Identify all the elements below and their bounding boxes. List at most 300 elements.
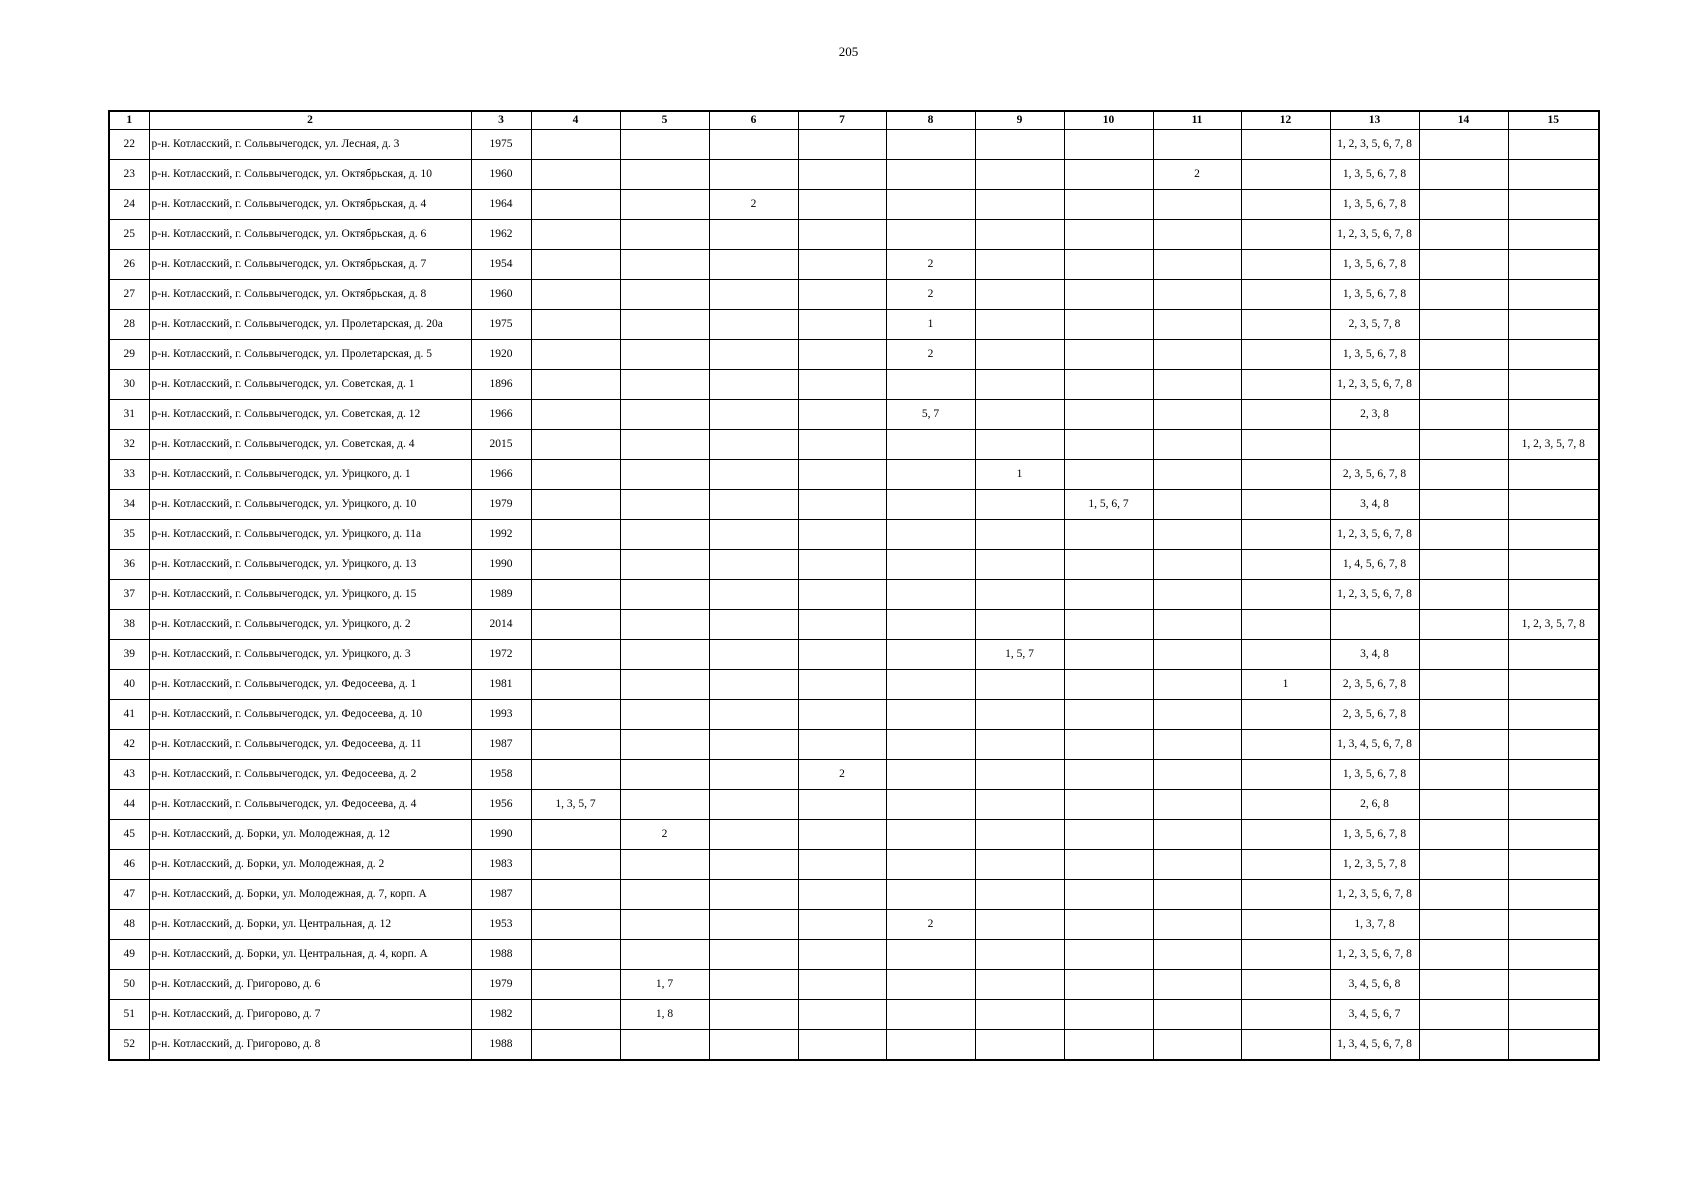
column-6-cell	[709, 790, 798, 820]
row-number-cell: 36	[109, 550, 149, 580]
column-10-cell	[1064, 880, 1153, 910]
column-12-cell: 1	[1241, 670, 1330, 700]
column-7-cell	[798, 400, 886, 430]
table-row	[109, 880, 1599, 910]
column-5-cell: 2	[620, 820, 709, 850]
column-12-cell	[1241, 370, 1330, 400]
column-15-cell	[1508, 820, 1599, 850]
column-12-cell	[1241, 220, 1330, 250]
column-10-cell	[1064, 580, 1153, 610]
column-15-cell	[1508, 970, 1599, 1000]
column-10-cell	[1064, 190, 1153, 220]
column-8-cell: 2	[886, 250, 975, 280]
column-14-cell	[1419, 790, 1508, 820]
address-cell: р-н. Котласский, д. Григорово, д. 7	[149, 1000, 471, 1030]
column-10-cell	[1064, 370, 1153, 400]
column-11-cell	[1153, 550, 1241, 580]
column-5-cell	[620, 250, 709, 280]
column-8-cell: 5, 7	[886, 400, 975, 430]
column-15-cell	[1508, 280, 1599, 310]
column-14-cell	[1419, 1000, 1508, 1030]
column-15-cell	[1508, 700, 1599, 730]
address-cell: р-н. Котласский, г. Сольвычегодск, ул. Урицкого, д. 2	[149, 610, 471, 640]
column-8-cell	[886, 490, 975, 520]
column-14-cell	[1419, 250, 1508, 280]
column-14-cell	[1419, 430, 1508, 460]
address-cell: р-н. Котласский, д. Борки, ул. Молодежная, д. 12	[149, 820, 471, 850]
column-header-15: 15	[1508, 111, 1599, 130]
housing-register-table	[108, 110, 1600, 1061]
column-12-cell	[1241, 910, 1330, 940]
address-cell: р-н. Котласский, д. Григорово, д. 8	[149, 1030, 471, 1061]
column-12-cell	[1241, 820, 1330, 850]
year-cell: 1988	[471, 1030, 531, 1061]
address-cell: р-н. Котласский, г. Сольвычегодск, ул. Федосеева, д. 4	[149, 790, 471, 820]
column-10-cell	[1064, 220, 1153, 250]
column-5-cell	[620, 910, 709, 940]
column-9-cell	[975, 670, 1064, 700]
column-9-cell	[975, 160, 1064, 190]
column-4-cell	[531, 430, 620, 460]
column-8-cell	[886, 580, 975, 610]
column-14-cell	[1419, 850, 1508, 880]
column-6-cell	[709, 1000, 798, 1030]
column-10-cell	[1064, 940, 1153, 970]
column-11-cell	[1153, 910, 1241, 940]
table-row	[109, 730, 1599, 760]
column-6-cell	[709, 130, 798, 160]
column-header-3: 3	[471, 111, 531, 130]
column-4-cell	[531, 550, 620, 580]
column-5-cell	[620, 400, 709, 430]
column-11-cell	[1153, 940, 1241, 970]
column-14-cell	[1419, 370, 1508, 400]
column-8-cell	[886, 880, 975, 910]
column-14-cell	[1419, 640, 1508, 670]
column-12-cell	[1241, 160, 1330, 190]
column-7-cell	[798, 430, 886, 460]
column-12-cell	[1241, 340, 1330, 370]
column-12-cell	[1241, 250, 1330, 280]
column-10-cell	[1064, 730, 1153, 760]
table-row	[109, 700, 1599, 730]
column-6-cell	[709, 310, 798, 340]
column-4-cell	[531, 490, 620, 520]
column-4-cell	[531, 1030, 620, 1061]
column-12-cell	[1241, 1030, 1330, 1061]
column-5-cell	[620, 730, 709, 760]
year-cell: 1960	[471, 280, 531, 310]
column-12-cell	[1241, 640, 1330, 670]
column-5-cell	[620, 580, 709, 610]
column-9-cell	[975, 700, 1064, 730]
column-4-cell	[531, 820, 620, 850]
column-header-14: 14	[1419, 111, 1508, 130]
column-6-cell	[709, 910, 798, 940]
column-4-cell	[531, 370, 620, 400]
column-14-cell	[1419, 760, 1508, 790]
row-number-cell: 34	[109, 490, 149, 520]
column-4-cell	[531, 700, 620, 730]
column-7-cell	[798, 550, 886, 580]
column-4-cell	[531, 730, 620, 760]
column-6-cell	[709, 430, 798, 460]
column-9-cell	[975, 760, 1064, 790]
column-15-cell	[1508, 220, 1599, 250]
column-9-cell	[975, 850, 1064, 880]
column-5-cell	[620, 940, 709, 970]
column-10-cell	[1064, 310, 1153, 340]
column-6-cell	[709, 220, 798, 250]
row-number-cell: 37	[109, 580, 149, 610]
table-row	[109, 1000, 1599, 1030]
column-14-cell	[1419, 700, 1508, 730]
table-row	[109, 640, 1599, 670]
column-14-cell	[1419, 160, 1508, 190]
column-14-cell	[1419, 460, 1508, 490]
column-8-cell	[886, 160, 975, 190]
column-15-cell	[1508, 160, 1599, 190]
column-6-cell	[709, 280, 798, 310]
column-15-cell	[1508, 760, 1599, 790]
table-row	[109, 190, 1599, 220]
column-5-cell	[620, 640, 709, 670]
column-13-cell: 1, 2, 3, 5, 6, 7, 8	[1330, 220, 1419, 250]
year-cell: 1989	[471, 580, 531, 610]
column-4-cell	[531, 310, 620, 340]
column-4-cell	[531, 640, 620, 670]
column-6-cell	[709, 970, 798, 1000]
column-6-cell	[709, 250, 798, 280]
column-8-cell: 2	[886, 910, 975, 940]
column-14-cell	[1419, 880, 1508, 910]
table-row	[109, 790, 1599, 820]
column-14-cell	[1419, 130, 1508, 160]
column-13-cell: 2, 3, 5, 6, 7, 8	[1330, 460, 1419, 490]
table-row	[109, 250, 1599, 280]
column-9-cell	[975, 790, 1064, 820]
column-8-cell	[886, 370, 975, 400]
column-12-cell	[1241, 850, 1330, 880]
row-number-cell: 48	[109, 910, 149, 940]
column-7-cell	[798, 370, 886, 400]
column-10-cell	[1064, 550, 1153, 580]
column-4-cell	[531, 520, 620, 550]
column-5-cell	[620, 850, 709, 880]
column-7-cell	[798, 280, 886, 310]
table-row	[109, 370, 1599, 400]
column-13-cell	[1330, 430, 1419, 460]
column-10-cell	[1064, 610, 1153, 640]
column-13-cell: 1, 3, 5, 6, 7, 8	[1330, 760, 1419, 790]
row-number-cell: 30	[109, 370, 149, 400]
column-14-cell	[1419, 340, 1508, 370]
column-6-cell	[709, 850, 798, 880]
column-13-cell: 1, 3, 5, 6, 7, 8	[1330, 340, 1419, 370]
column-7-cell	[798, 640, 886, 670]
column-10-cell	[1064, 910, 1153, 940]
column-9-cell	[975, 880, 1064, 910]
address-cell: р-н. Котласский, г. Сольвычегодск, ул. Советская, д. 1	[149, 370, 471, 400]
column-header-9: 9	[975, 111, 1064, 130]
column-4-cell: 1, 3, 5, 7	[531, 790, 620, 820]
column-6-cell	[709, 580, 798, 610]
column-header-8: 8	[886, 111, 975, 130]
column-9-cell	[975, 430, 1064, 460]
column-4-cell	[531, 970, 620, 1000]
column-7-cell	[798, 1000, 886, 1030]
column-9-cell	[975, 280, 1064, 310]
column-14-cell	[1419, 490, 1508, 520]
column-10-cell	[1064, 340, 1153, 370]
column-9-cell	[975, 550, 1064, 580]
column-9-cell	[975, 400, 1064, 430]
table-row	[109, 760, 1599, 790]
column-13-cell: 1, 2, 3, 5, 6, 7, 8	[1330, 880, 1419, 910]
column-10-cell	[1064, 130, 1153, 160]
column-8-cell	[886, 670, 975, 700]
column-9-cell	[975, 970, 1064, 1000]
year-cell: 1979	[471, 490, 531, 520]
column-6-cell	[709, 370, 798, 400]
column-11-cell	[1153, 520, 1241, 550]
column-4-cell	[531, 160, 620, 190]
column-15-cell	[1508, 910, 1599, 940]
year-cell: 1983	[471, 850, 531, 880]
column-header-11: 11	[1153, 111, 1241, 130]
column-15-cell	[1508, 520, 1599, 550]
row-number-cell: 32	[109, 430, 149, 460]
column-8-cell	[886, 220, 975, 250]
column-8-cell	[886, 1030, 975, 1061]
address-cell: р-н. Котласский, д. Григорово, д. 6	[149, 970, 471, 1000]
column-11-cell	[1153, 400, 1241, 430]
year-cell: 1954	[471, 250, 531, 280]
column-15-cell	[1508, 340, 1599, 370]
column-14-cell	[1419, 280, 1508, 310]
table-row	[109, 940, 1599, 970]
address-cell: р-н. Котласский, г. Сольвычегодск, ул. Советская, д. 12	[149, 400, 471, 430]
column-5-cell	[620, 280, 709, 310]
column-7-cell	[798, 940, 886, 970]
column-7-cell	[798, 250, 886, 280]
column-header-7: 7	[798, 111, 886, 130]
column-8-cell	[886, 850, 975, 880]
column-9-cell	[975, 940, 1064, 970]
column-15-cell	[1508, 490, 1599, 520]
column-header-4: 4	[531, 111, 620, 130]
column-header-1: 1	[109, 111, 149, 130]
column-14-cell	[1419, 730, 1508, 760]
column-15-cell: 1, 2, 3, 5, 7, 8	[1508, 430, 1599, 460]
column-9-cell	[975, 610, 1064, 640]
column-12-cell	[1241, 1000, 1330, 1030]
column-11-cell	[1153, 700, 1241, 730]
row-number-cell: 47	[109, 880, 149, 910]
column-15-cell	[1508, 940, 1599, 970]
column-11-cell	[1153, 880, 1241, 910]
year-cell: 1990	[471, 550, 531, 580]
column-6-cell	[709, 880, 798, 910]
year-cell: 1953	[471, 910, 531, 940]
column-5-cell	[620, 550, 709, 580]
column-6-cell	[709, 550, 798, 580]
column-11-cell	[1153, 730, 1241, 760]
column-15-cell	[1508, 580, 1599, 610]
column-header-10: 10	[1064, 111, 1153, 130]
address-cell: р-н. Котласский, г. Сольвычегодск, ул. Октябрьская, д. 7	[149, 250, 471, 280]
column-9-cell	[975, 1000, 1064, 1030]
row-number-cell: 43	[109, 760, 149, 790]
column-11-cell	[1153, 610, 1241, 640]
address-cell: р-н. Котласский, г. Сольвычегодск, ул. Пролетарская, д. 20а	[149, 310, 471, 340]
column-5-cell	[620, 460, 709, 490]
table-row	[109, 130, 1599, 160]
column-6-cell	[709, 490, 798, 520]
column-12-cell	[1241, 700, 1330, 730]
column-number-header-row	[109, 111, 1599, 130]
column-4-cell	[531, 910, 620, 940]
column-4-cell	[531, 190, 620, 220]
column-7-cell	[798, 820, 886, 850]
column-15-cell	[1508, 370, 1599, 400]
column-14-cell	[1419, 940, 1508, 970]
column-header-12: 12	[1241, 111, 1330, 130]
column-15-cell	[1508, 1000, 1599, 1030]
column-15-cell	[1508, 250, 1599, 280]
column-8-cell	[886, 970, 975, 1000]
column-5-cell	[620, 670, 709, 700]
address-cell: р-н. Котласский, г. Сольвычегодск, ул. Советская, д. 4	[149, 430, 471, 460]
column-14-cell	[1419, 220, 1508, 250]
column-6-cell	[709, 340, 798, 370]
column-11-cell	[1153, 580, 1241, 610]
column-12-cell	[1241, 280, 1330, 310]
column-15-cell	[1508, 790, 1599, 820]
column-10-cell	[1064, 970, 1153, 1000]
year-cell: 1975	[471, 310, 531, 340]
table-row	[109, 460, 1599, 490]
column-13-cell: 1, 2, 3, 5, 6, 7, 8	[1330, 940, 1419, 970]
year-cell: 1966	[471, 400, 531, 430]
column-7-cell	[798, 160, 886, 190]
row-number-cell: 40	[109, 670, 149, 700]
table-row	[109, 550, 1599, 580]
column-9-cell	[975, 1030, 1064, 1061]
column-14-cell	[1419, 610, 1508, 640]
row-number-cell: 25	[109, 220, 149, 250]
column-12-cell	[1241, 400, 1330, 430]
year-cell: 1987	[471, 880, 531, 910]
column-12-cell	[1241, 610, 1330, 640]
row-number-cell: 41	[109, 700, 149, 730]
column-7-cell	[798, 310, 886, 340]
column-5-cell	[620, 130, 709, 160]
column-8-cell	[886, 130, 975, 160]
column-7-cell	[798, 880, 886, 910]
address-cell: р-н. Котласский, д. Борки, ул. Центральная, д. 12	[149, 910, 471, 940]
column-10-cell	[1064, 400, 1153, 430]
column-10-cell	[1064, 790, 1153, 820]
address-cell: р-н. Котласский, д. Борки, ул. Молодежная, д. 2	[149, 850, 471, 880]
column-5-cell	[620, 370, 709, 400]
column-7-cell	[798, 670, 886, 700]
row-number-cell: 52	[109, 1030, 149, 1061]
column-12-cell	[1241, 760, 1330, 790]
column-9-cell	[975, 130, 1064, 160]
column-12-cell	[1241, 130, 1330, 160]
table-row	[109, 1030, 1599, 1061]
column-13-cell: 3, 4, 8	[1330, 640, 1419, 670]
table-body	[109, 130, 1599, 1061]
column-10-cell	[1064, 1000, 1153, 1030]
column-5-cell	[620, 520, 709, 550]
column-13-cell: 2, 6, 8	[1330, 790, 1419, 820]
column-4-cell	[531, 880, 620, 910]
column-8-cell	[886, 610, 975, 640]
column-11-cell	[1153, 640, 1241, 670]
column-14-cell	[1419, 580, 1508, 610]
row-number-cell: 35	[109, 520, 149, 550]
address-cell: р-н. Котласский, д. Борки, ул. Молодежная, д. 7, корп. А	[149, 880, 471, 910]
column-13-cell: 1, 3, 4, 5, 6, 7, 8	[1330, 730, 1419, 760]
table-row	[109, 610, 1599, 640]
column-14-cell	[1419, 520, 1508, 550]
table-row	[109, 220, 1599, 250]
column-15-cell	[1508, 550, 1599, 580]
column-11-cell	[1153, 340, 1241, 370]
column-12-cell	[1241, 970, 1330, 1000]
row-number-cell: 45	[109, 820, 149, 850]
column-5-cell	[620, 430, 709, 460]
column-15-cell	[1508, 850, 1599, 880]
column-5-cell	[620, 610, 709, 640]
table-row	[109, 430, 1599, 460]
column-14-cell	[1419, 400, 1508, 430]
column-15-cell	[1508, 730, 1599, 760]
table-row	[109, 910, 1599, 940]
column-14-cell	[1419, 910, 1508, 940]
address-cell: р-н. Котласский, г. Сольвычегодск, ул. Октябрьская, д. 10	[149, 160, 471, 190]
column-11-cell	[1153, 850, 1241, 880]
column-5-cell	[620, 700, 709, 730]
row-number-cell: 50	[109, 970, 149, 1000]
column-header-2: 2	[149, 111, 471, 130]
column-12-cell	[1241, 520, 1330, 550]
column-header-5: 5	[620, 111, 709, 130]
address-cell: р-н. Котласский, г. Сольвычегодск, ул. Федосеева, д. 1	[149, 670, 471, 700]
column-4-cell	[531, 220, 620, 250]
address-cell: р-н. Котласский, г. Сольвычегодск, ул. Пролетарская, д. 5	[149, 340, 471, 370]
table-row	[109, 490, 1599, 520]
column-10-cell	[1064, 820, 1153, 850]
column-13-cell: 1, 3, 5, 6, 7, 8	[1330, 820, 1419, 850]
column-13-cell: 3, 4, 5, 6, 7	[1330, 1000, 1419, 1030]
year-cell: 2015	[471, 430, 531, 460]
column-9-cell	[975, 220, 1064, 250]
column-13-cell: 2, 3, 5, 7, 8	[1330, 310, 1419, 340]
year-cell: 1987	[471, 730, 531, 760]
column-13-cell: 1, 3, 5, 6, 7, 8	[1330, 190, 1419, 220]
column-15-cell	[1508, 310, 1599, 340]
column-header-13: 13	[1330, 111, 1419, 130]
column-13-cell: 1, 2, 3, 5, 6, 7, 8	[1330, 580, 1419, 610]
row-number-cell: 27	[109, 280, 149, 310]
column-8-cell	[886, 190, 975, 220]
column-11-cell	[1153, 1030, 1241, 1061]
column-10-cell	[1064, 700, 1153, 730]
column-10-cell	[1064, 850, 1153, 880]
